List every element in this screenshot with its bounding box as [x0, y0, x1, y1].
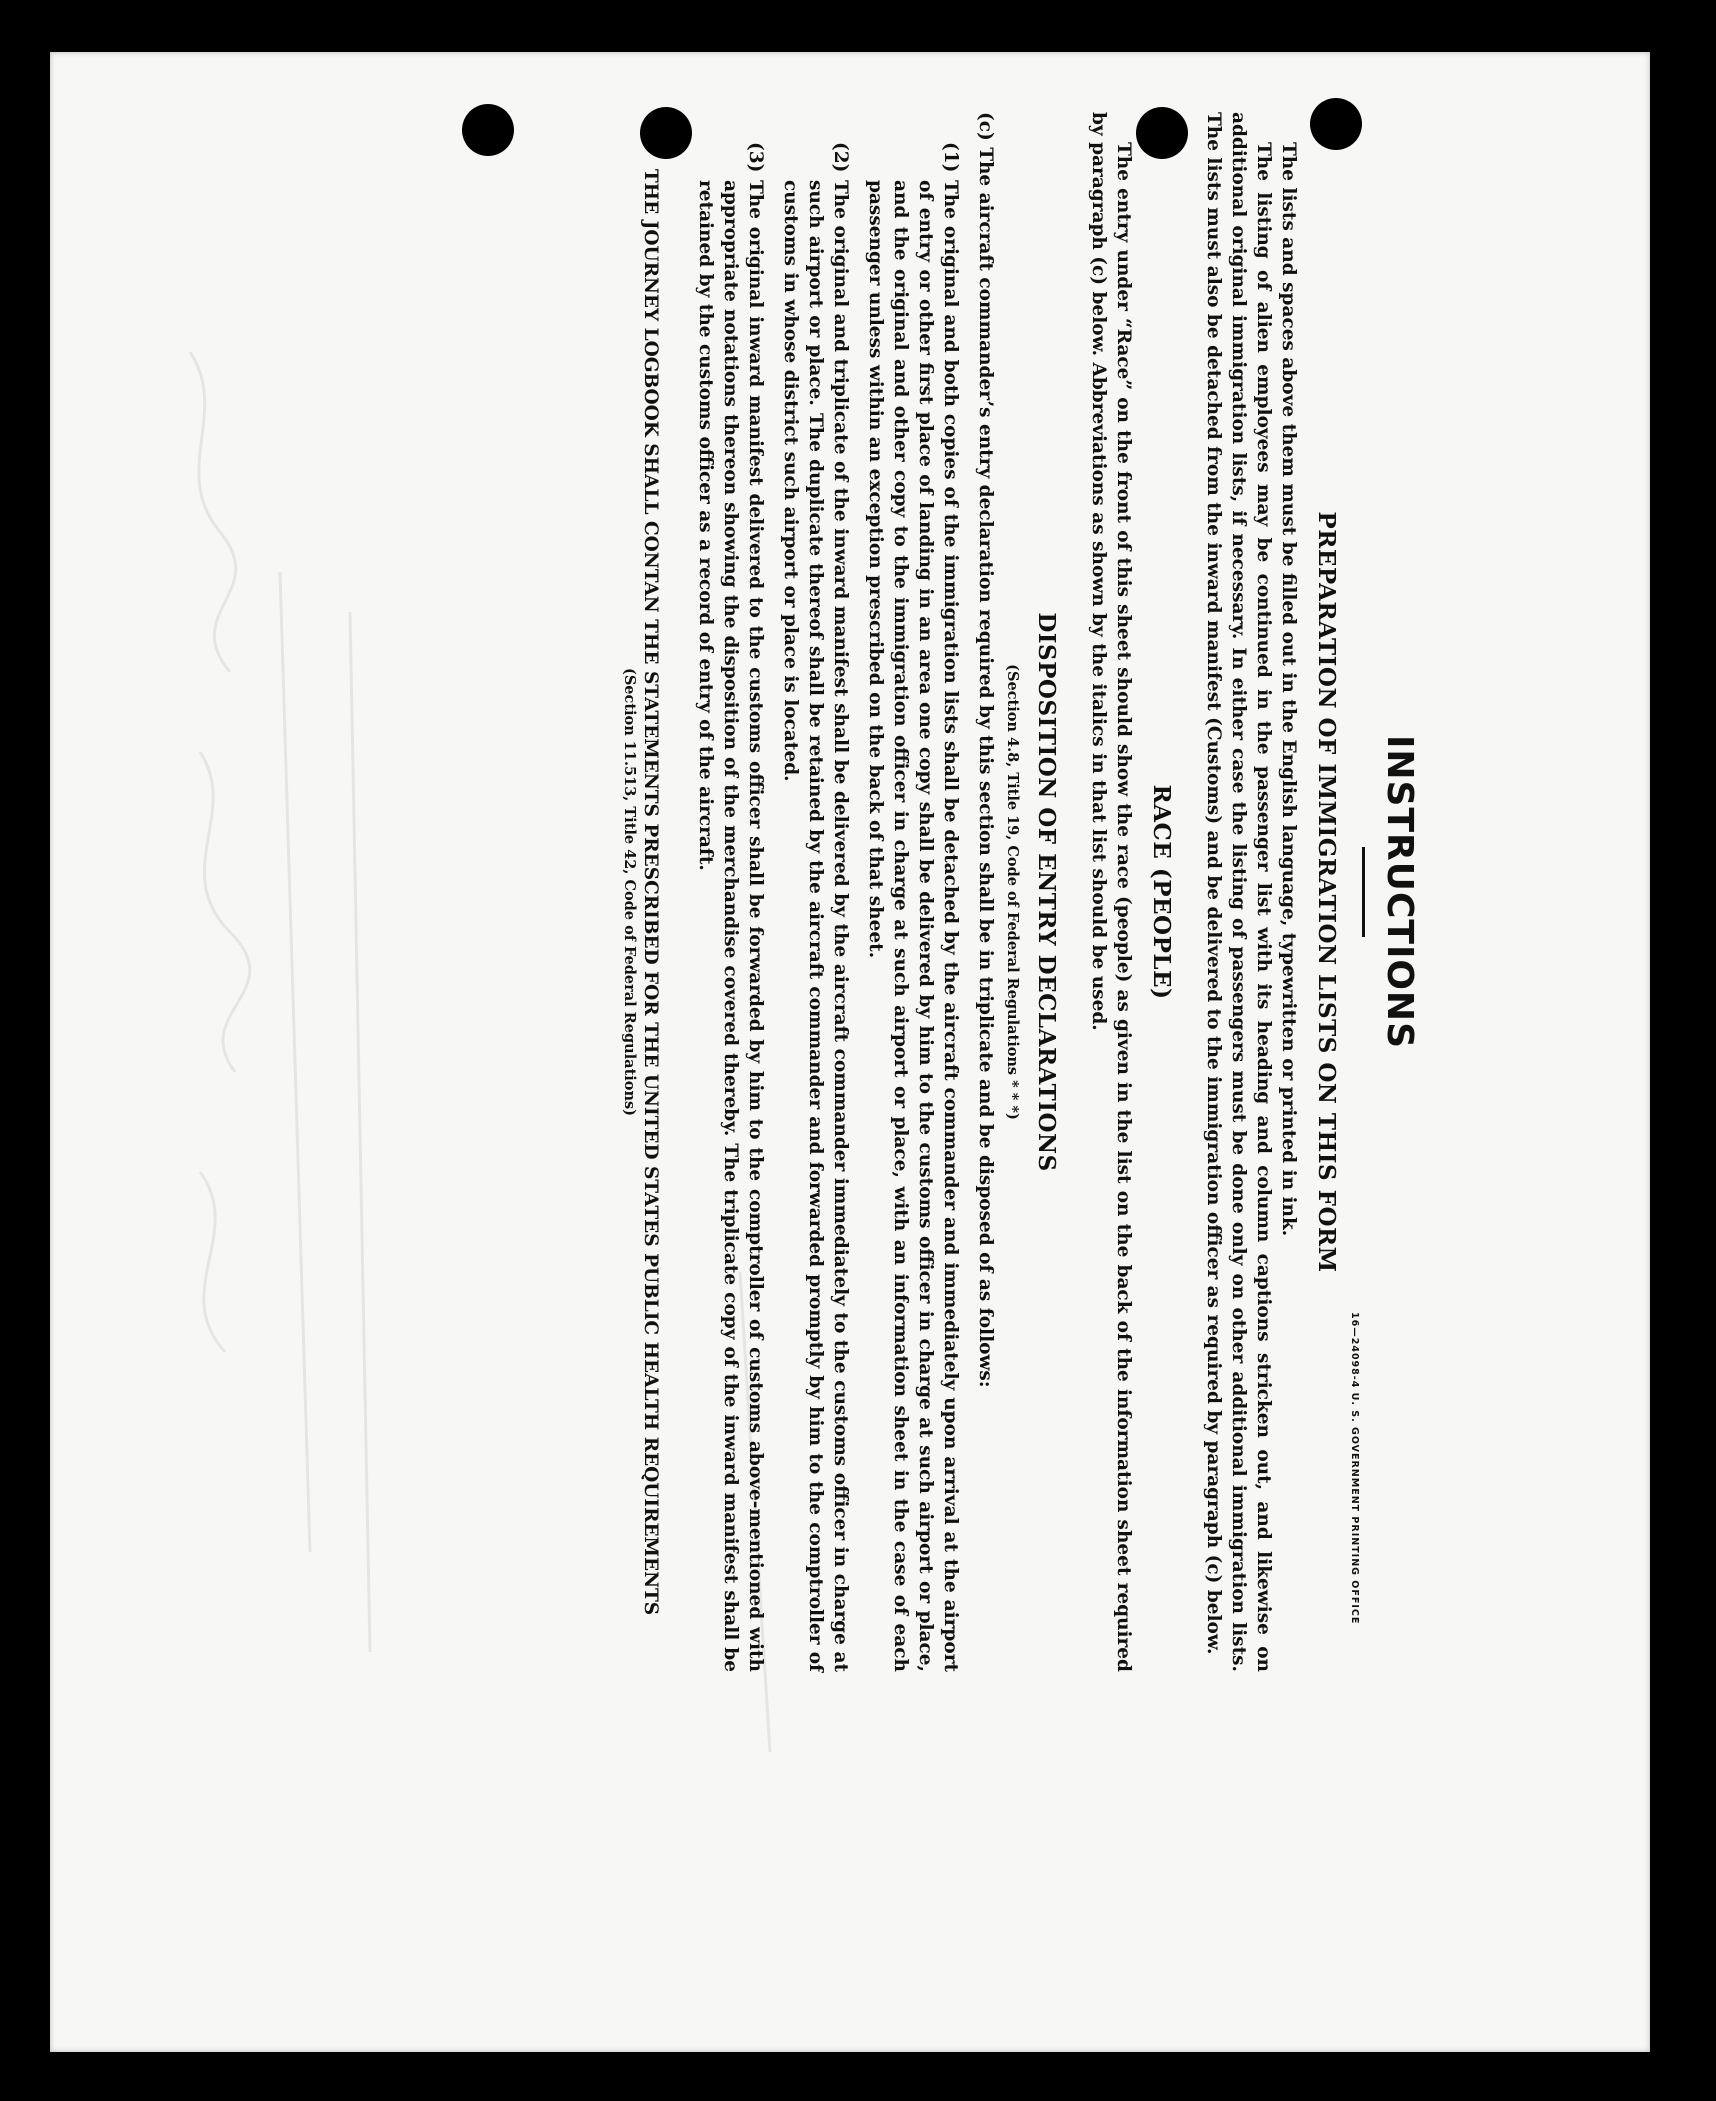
item-text: The original and triplicate of the inward manifest shall be delivered by the aircraft commander immediately to the customs officer in charge at such airport or place. The duplicate thereof shall be retained by the aircraft commander and forwarded promptly by him to the comptroller of customs in whose district such airport or place is located.: [780, 180, 851, 1672]
list-item: [863, 142, 963, 1672]
rotated-content: [621, 112, 1420, 1672]
preparation-paragraph: The listing of alien employees may be continued in the passenger list with its heading and column captions stricken out, and likewise on additional original immigration lists, if necessary. In either case the listing of passengers must be done only on other additional immigration lists. The lists must also be detached from the inward manifest (Customs) and be delivered to the immigration officer as required by paragraph (c) below.: [1203, 112, 1274, 1672]
title-underline: [1362, 847, 1365, 937]
item-number: (2): [830, 142, 851, 173]
disposition-intro: (c) The aircraft commander’s entry declaration required by this section shall be in triplicate and be disposed of as follows:: [975, 112, 996, 1388]
preparation-heading: PREPARATION OF IMMIGRATION LISTS ON THIS FORM: [1313, 511, 1340, 1273]
closing-reference: (Section 11.513, Title 42, Code of Federal Regulations): [621, 667, 638, 1117]
document-page: [50, 52, 1650, 2052]
disposition-heading: DISPOSITION OF ENTRY DECLARATIONS: [1033, 612, 1060, 1172]
disposition-reference: (Section 4.8, Title 19, Code of Federal Regulations * * *): [1004, 664, 1021, 1120]
page-title: INSTRUCTIONS: [1379, 735, 1420, 1049]
closing-statement: THE JOURNEY LOGBOOK SHALL CONTAN THE STATEMENTS PRESCRIBED FOR THE UNITED STATES PUBLIC HEALTH REQUIREMENTS: [640, 168, 661, 1616]
race-heading: RACE (PEOPLE): [1148, 784, 1175, 1000]
list-item: [778, 142, 853, 1672]
list-item: [693, 142, 768, 1672]
item-text: The original inward manifest delivered to the customs officer shall be forwarded by him to the comptroller of customs above-mentioned with appropriate notations thereon showing the disposition of the merchandise covered thereby. The triplicate copy of the inward manifest shall be retained by the customs officer as a record of entry of the aircraft.: [695, 180, 766, 1672]
item-number: (1): [940, 142, 961, 173]
preparation-paragraph: The lists and spaces above them must be filled out in the English language, typewritten or printed in ink.: [1278, 142, 1299, 1237]
item-number: (3): [745, 142, 766, 173]
race-paragraph: The entry under “Race” on the front of this sheet should show the race (people) as given in the list on the back of the information sheet required by paragraph (c) below. Abbreviations as shown by the italics in that list should be used.: [1088, 112, 1134, 1672]
item-text: The original and both copies of the immigration lists shall be detached by the aircraft commander and immediately upon arrival at the airport of entry or other first place of landing in an area one copy shall be delivered by him to the customs officer in charge at such airport or place, and the original and other copy to the immigration officer in charge at such airport or place, with an information sheet in the case of each passenger unless within an exception prescribed on the back of that sheet.: [865, 180, 961, 1672]
printer-imprint: 16—24098-4 U. S. GOVERNMENT PRINTING OFFICE: [1349, 1312, 1360, 1625]
